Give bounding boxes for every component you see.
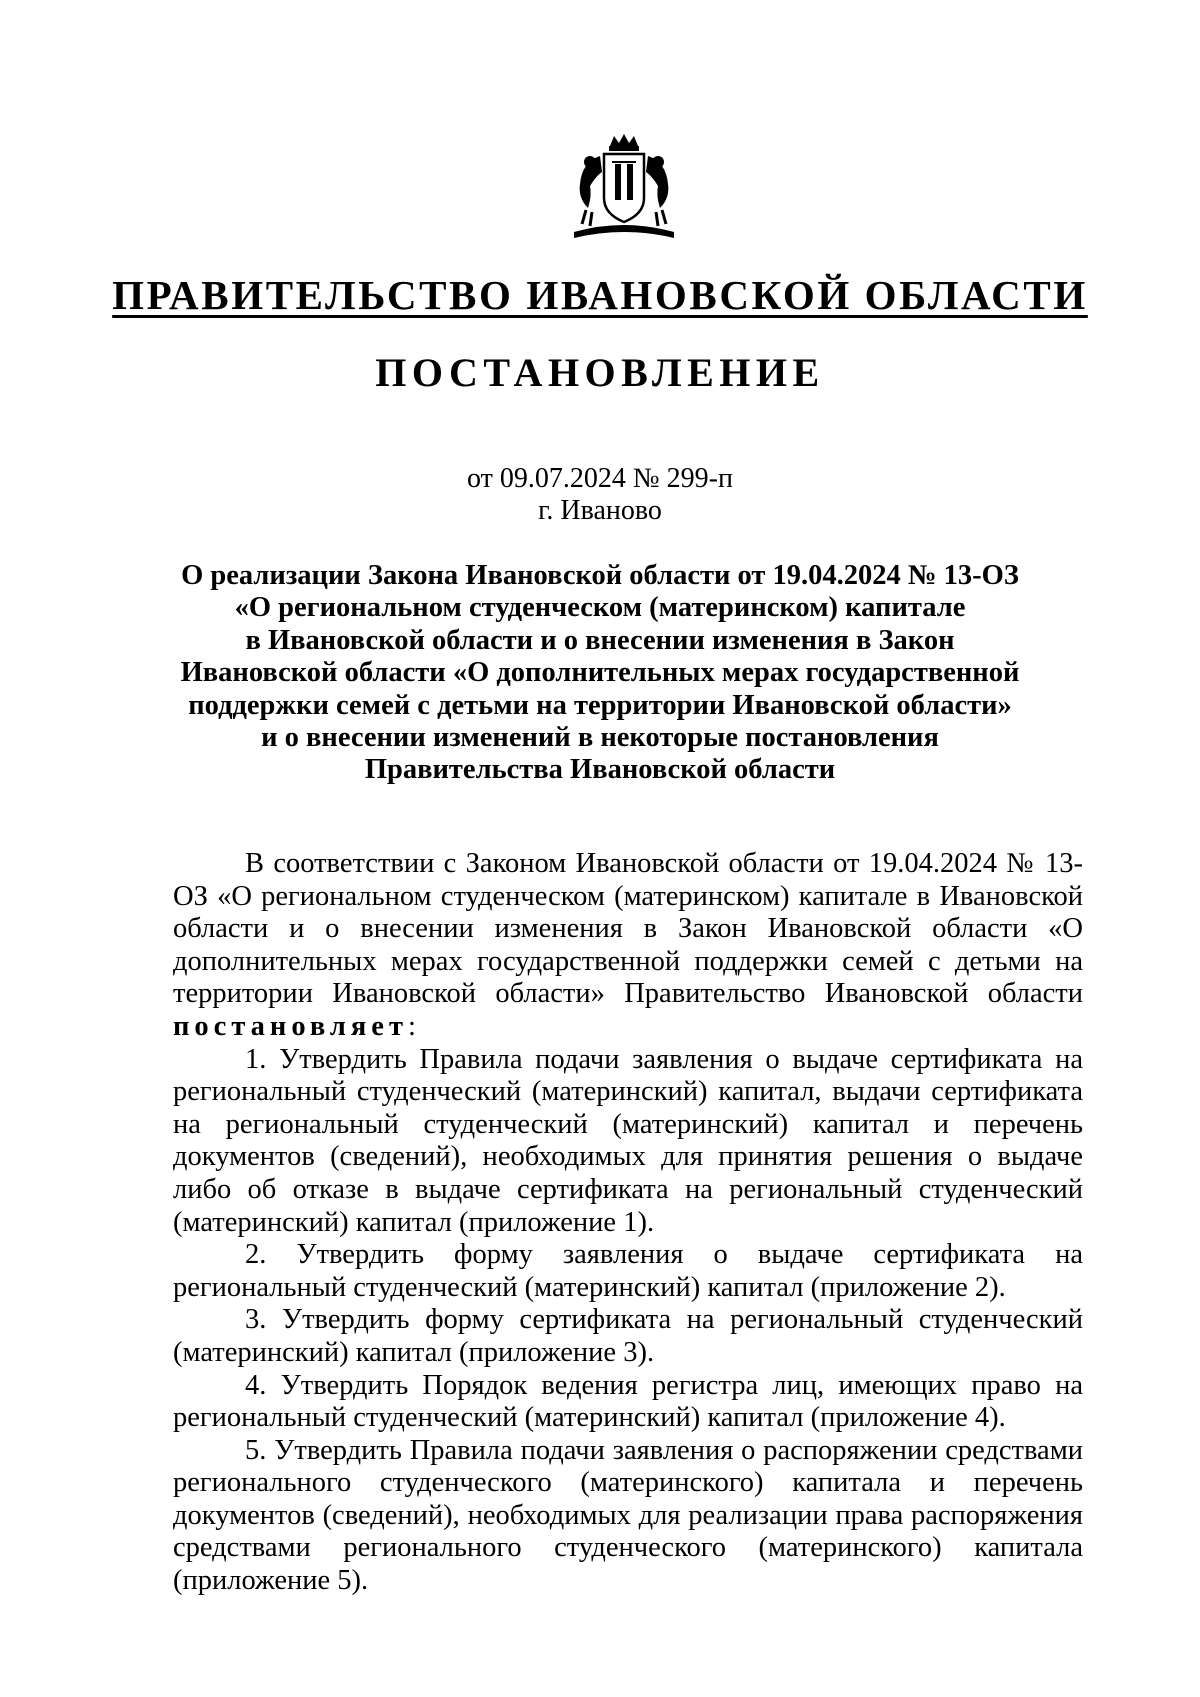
preamble-paragraph	[173, 848, 1083, 1044]
subject-line: и о внесении изменений в некоторые постановления	[261, 722, 939, 754]
preamble-text: В соответствии с Законом Ивановской области от 19.04.2024 № 13-ОЗ «О региональном студенческом (материнском) капитале в Ивановской области и о внесении изменения в Закон Ивановской области «О дополнительных мерах государственной поддержки семей с детьми на территории Ивановской области» Правительство Ивановской области	[173, 848, 1083, 1010]
document-subject	[140, 560, 1060, 787]
item-paragraph: 5. Утвердить Правила подачи заявления о распоряжении средствами регионального студенческого (материнского) капитала и перечень документов (сведений), необходимых для реализации права распоряжения средствами регионального студенческого (материнского) капитала (приложение 5).	[173, 1434, 1083, 1597]
item-paragraph: 4. Утвердить Порядок ведения регистра лиц, имеющих право на региональный студенческий (материнский) капитал (приложение 4).	[173, 1369, 1083, 1434]
item-paragraph: 2. Утвердить форму заявления о выдаче сертификата на региональный студенческий (материнский) капитал (приложение 2).	[173, 1239, 1083, 1303]
subject-line: «О региональном студенческом (материнском) капитале	[234, 592, 966, 624]
item-paragraph: 3. Утвердить форму сертификата на региональный студенческий (материнский) капитал (приложение 3).	[173, 1304, 1083, 1368]
subject-line: О реализации Закона Ивановской области от 19.04.2024 № 13-ОЗ	[181, 560, 1019, 591]
document-meta	[0, 463, 1200, 527]
resolves-colon: :	[407, 1010, 416, 1042]
resolves-word: постановляет	[173, 1010, 408, 1042]
document-body	[173, 848, 1083, 1598]
subject-line: в Ивановской области и о внесении изменения в Закон	[245, 624, 955, 656]
coat-of-arms-icon	[560, 132, 688, 242]
subject-line: Ивановской области «О дополнительных мерах государственной	[180, 657, 1020, 689]
date-number: от 09.07.2024 № 299-п	[467, 463, 733, 494]
city: г. Иваново	[538, 495, 662, 526]
org-title	[0, 272, 1200, 318]
subject-line: поддержки семей с детьми на территории Ивановской области»	[188, 689, 1012, 721]
subject-line: Правительства Ивановской области	[364, 754, 836, 786]
document-type: ПОСТАНОВЛЕНИЕ	[375, 350, 825, 395]
item-paragraph: 1. Утвердить Правила подачи заявления о выдаче сертификата на региональный студенческий (материнский) капитал, выдачи сертификата на региональный студенческий (материнский) капитал и перечень документов (сведений), необходимых для принятия решения о выдаче либо об отказе в выдаче сертификата на региональный студенческий (материнский) капитал (приложение 1).	[173, 1043, 1083, 1238]
org-title-text: ПРАВИТЕЛЬСТВО ИВАНОВСКОЙ ОБЛАСТИ	[112, 272, 1088, 318]
